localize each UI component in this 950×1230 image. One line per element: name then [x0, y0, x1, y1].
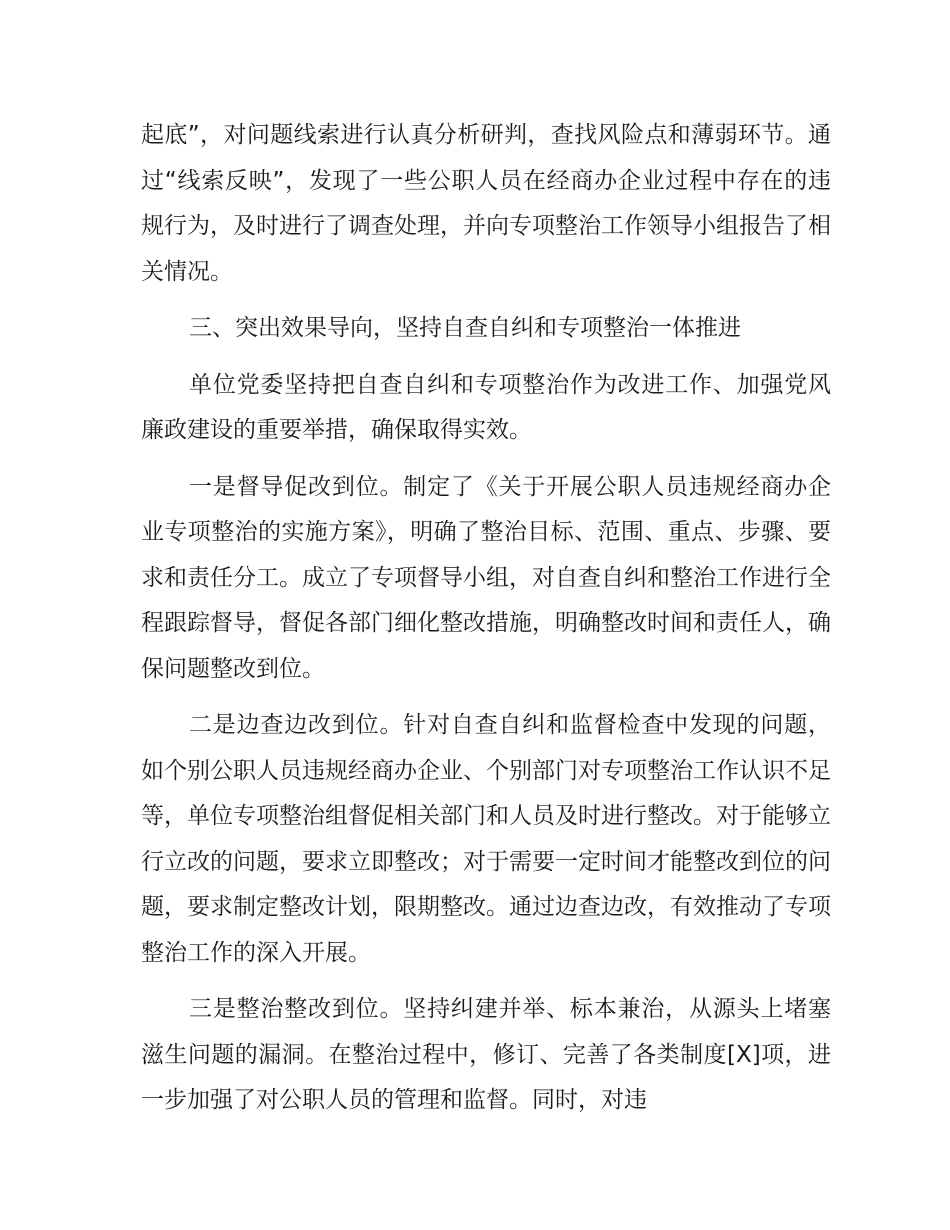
paragraph-intro: 单位党委坚持把自查自纠和专项整治作为改进工作、加强党风廉政建设的重要举措，确保取得实效。 — [141, 371, 831, 443]
paragraph-item-two: 二是边查边改到位。针对自查自纠和监督检查中发现的问题，如个别公职人员违规经商办企业、个别部门对专项整治工作认识不足等，单位专项整治组督促相关部门和人员及时进行整改。对于能够立行立改的问题，要求立即整改；对于需要一定时间才能整改到位的问题，要求制定整改计划，限期整改。通过边查边改，有效推动了专项整治工作的深入开展。 — [141, 712, 831, 966]
paragraph-item-one: 一是督导促改到位。制定了《关于开展公职人员违规经商办企业专项整治的实施方案》，明确了整治目标、范围、重点、步骤、要求和责任分工。成立了专项督导小组，对自查自纠和整治工作进行全程跟踪督导，督促各部门细化整改措施，明确整改时间和责任人，确保问题整改到位。 — [141, 473, 831, 682]
paragraph-continuation: 起底”，对问题线索进行认真分析研判，查找风险点和薄弱环节。通过“线索反映”，发现了一些公职人员在经商办企业过程中存在的违规行为，及时进行了调查处理，并向专项整治工作领导小组报告了相关情况。 — [141, 122, 831, 285]
section-heading: 三、突出效果导向，坚持自查自纠和专项整治一体推进 — [189, 315, 741, 341]
paragraph-item-three: 三是整治整改到位。坚持纠建并举、标本兼治，从源头上堵塞滋生问题的漏洞。在整治过程中，修订、完善了各类制度[X]项，进一步加强了对公职人员的管理和监督。同时，对违 — [141, 996, 831, 1113]
document-body — [141, 113, 831, 1124]
